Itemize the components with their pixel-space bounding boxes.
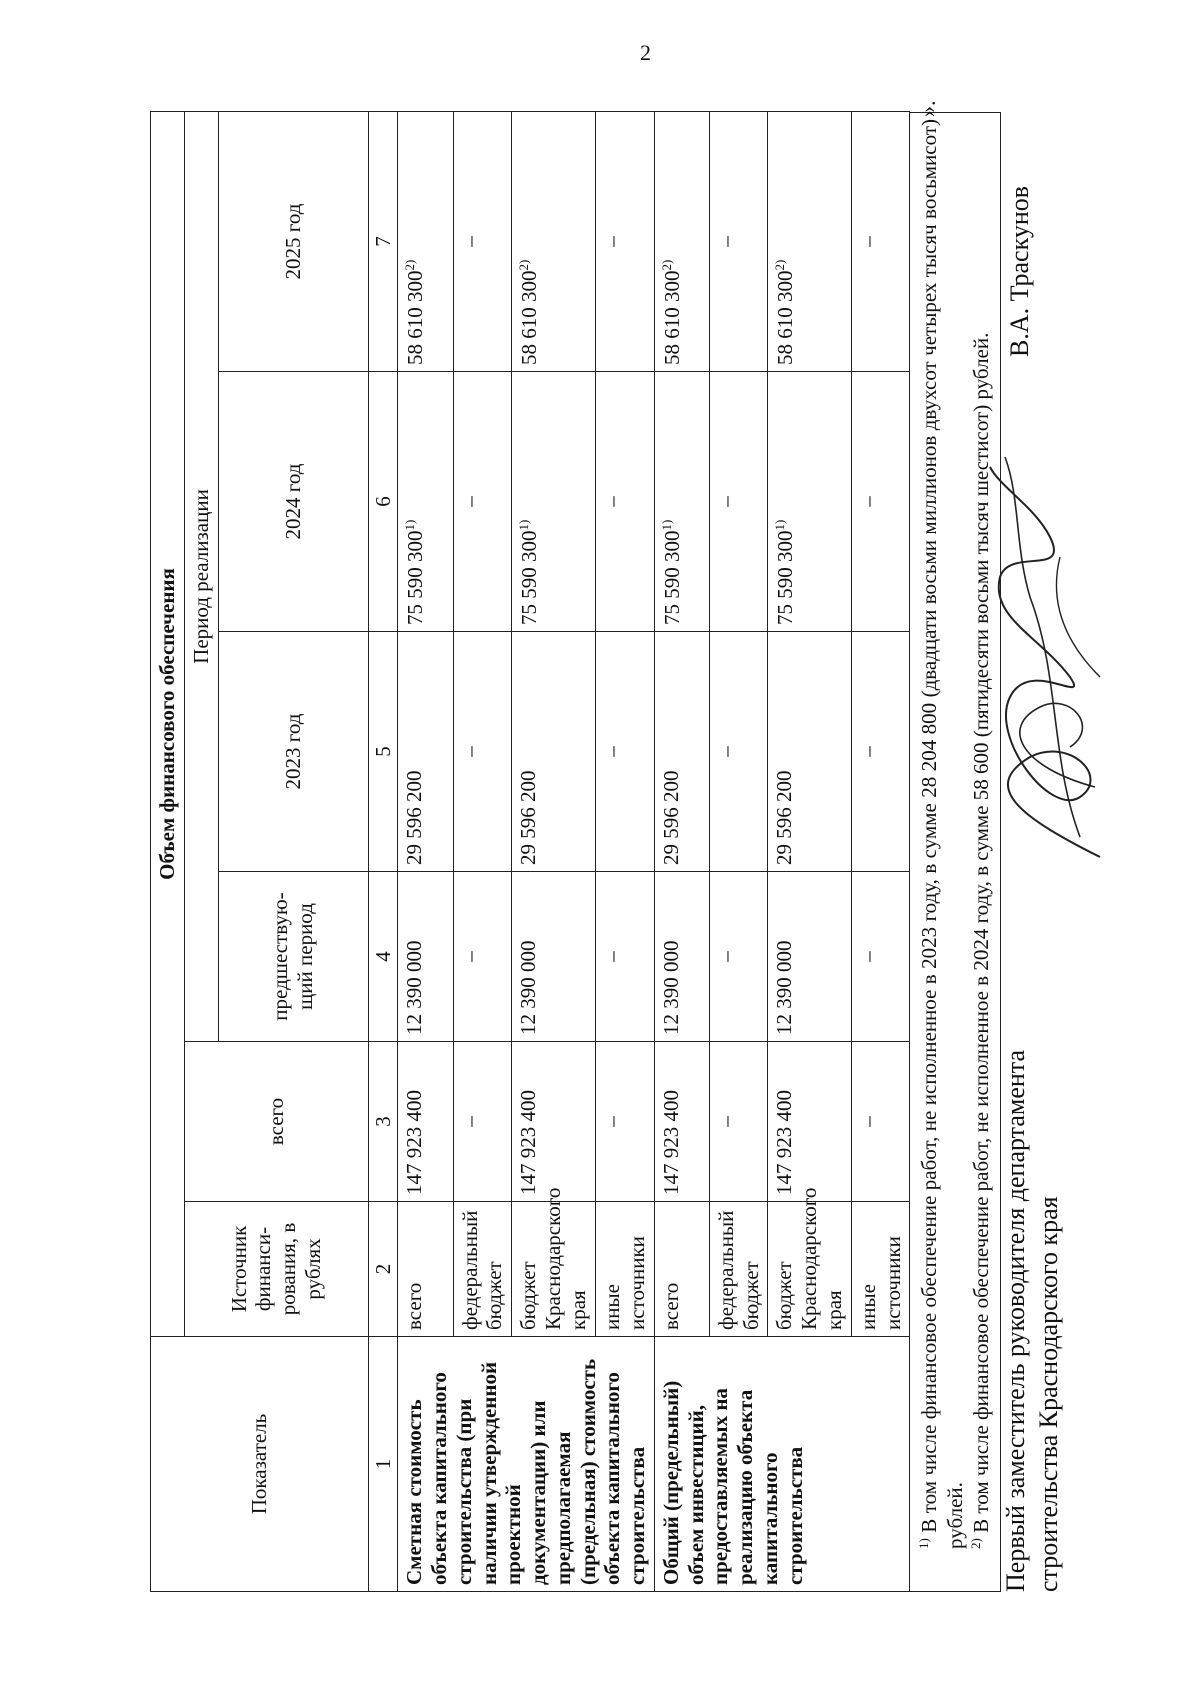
financing-table <box>150 111 910 1592</box>
page-number: 2 <box>640 40 651 65</box>
source-cell: федеральный бюджет <box>709 1202 768 1337</box>
year-2023-cell: – <box>453 632 512 872</box>
footnote-ref: 2) <box>658 259 674 271</box>
year-2023-cell: – <box>851 632 910 872</box>
header-2025: 2025 год <box>218 111 368 371</box>
year-2025-cell: 58 610 300$^{2)}$ <box>512 111 596 371</box>
column-numbers-row <box>368 111 398 1591</box>
footnote-ref: 2) <box>516 259 532 271</box>
year-2023-cell: 29 596 200 <box>654 632 709 872</box>
footnote-ref: 1) <box>402 519 418 531</box>
footnote-ref: 2) <box>772 259 788 271</box>
indicator-total-investment: Общий (предельный) объем инвестиций, предоставляемых на реализацию объекта капитального строительства <box>654 1337 909 1592</box>
total-cell: – <box>596 1042 655 1202</box>
table-row <box>654 111 709 1591</box>
year-2023-cell: – <box>596 632 655 872</box>
footnote-1: $^{1)}$ В том числе финансовое обеспечение работ, не исполненное в 2023 году, в сумме 28 204 800 (двадцати восьми миллионов двухсот четырех тысяч восьмисот) рублей. <box>916 119 967 1549</box>
year-2024-cell: – <box>851 372 910 632</box>
year-2023-cell: 29 596 200 <box>512 632 596 872</box>
previous-period-cell: 12 390 000 <box>768 872 851 1042</box>
year-2024-cell: 75 590 300$^{1)}$ <box>654 372 709 632</box>
source-cell: всего <box>654 1202 709 1337</box>
footnote-ref: 1) <box>658 519 674 531</box>
year-2025-cell: 58 610 300$^{2)}$ <box>654 111 709 371</box>
year-2025-cell: 58 610 300$^{2)}$ <box>398 111 453 371</box>
footnote-ref: 1) <box>772 519 788 531</box>
previous-period-cell: – <box>453 872 512 1042</box>
source-cell: бюджет Краснодарского края <box>768 1202 851 1337</box>
total-cell: – <box>453 1042 512 1202</box>
header-financing-volume: Объем финансового обеспечения <box>151 111 185 1336</box>
total-cell: – <box>709 1042 768 1202</box>
previous-period-cell: – <box>596 872 655 1042</box>
table-row <box>398 111 453 1591</box>
footnote-ref: 2) <box>402 259 418 271</box>
total-cell: 147 923 400 <box>768 1042 851 1202</box>
source-cell: всего <box>398 1202 453 1337</box>
header-previous-period: предшествую-щий период <box>218 872 368 1042</box>
total-cell: 147 923 400 <box>512 1042 596 1202</box>
year-2024-cell: – <box>453 372 512 632</box>
total-cell: – <box>851 1042 910 1202</box>
previous-period-cell: 12 390 000 <box>654 872 709 1042</box>
handwritten-signature <box>960 447 1120 877</box>
source-cell: федеральный бюджет <box>453 1202 512 1337</box>
signer-name: В.А. Траскунов <box>1005 185 1034 357</box>
year-2025-cell: 58 610 300$^{2)}$ <box>768 111 851 371</box>
year-2024-cell: – <box>709 372 768 632</box>
total-cell: 147 923 400 <box>654 1042 709 1202</box>
source-cell: бюджет Краснодарского края <box>512 1202 596 1337</box>
header-total: всего <box>184 1042 368 1202</box>
source-cell: иные источники <box>596 1202 655 1337</box>
year-2025-cell: – <box>851 111 910 371</box>
previous-period-cell: – <box>851 872 910 1042</box>
signer-title <box>1000 1050 1065 1592</box>
financing-table-wrapper <box>150 112 1001 1592</box>
header-2024: 2024 год <box>218 372 368 632</box>
column-number: 1 <box>368 1337 398 1592</box>
closing-quote: ». <box>915 100 940 117</box>
column-number: 5 <box>368 632 398 872</box>
header-source: Источник финанси-рования, в рублях <box>184 1202 368 1337</box>
column-number: 7 <box>368 111 398 371</box>
year-2023-cell: 29 596 200 <box>768 632 851 872</box>
column-number: 6 <box>368 372 398 632</box>
header-period: Период реализации <box>184 111 218 1041</box>
year-2025-cell: – <box>596 111 655 371</box>
year-2025-cell: – <box>453 111 512 371</box>
source-cell: иные источники <box>851 1202 910 1337</box>
column-number: 3 <box>368 1042 398 1202</box>
signer-title-line: строительства Краснодарского края <box>1033 1196 1063 1592</box>
header-2023: 2023 год <box>218 632 368 872</box>
signer-title-line: Первый заместитель руководителя департамента <box>1001 1049 1030 1592</box>
year-2023-cell: 29 596 200 <box>398 632 453 872</box>
total-cell: 147 923 400 <box>398 1042 453 1202</box>
previous-period-cell: 12 390 000 <box>512 872 596 1042</box>
column-number: 2 <box>368 1202 398 1337</box>
header-indicator: Показатель <box>151 1337 369 1592</box>
previous-period-cell: – <box>709 872 768 1042</box>
year-2023-cell: – <box>709 632 768 872</box>
column-number: 4 <box>368 872 398 1042</box>
year-2024-cell: 75 590 300$^{1)}$ <box>768 372 851 632</box>
footnote-2: $^{2)}$ В том числе финансовое обеспечение работ, не исполненное в 2024 году, в сумме 58 600 (пятидесяти восьми тысяч шестисот) рублей. <box>967 332 993 1549</box>
year-2024-cell: – <box>596 372 655 632</box>
footnote-ref: 1) <box>516 519 532 531</box>
year-2024-cell: 75 590 300$^{1)}$ <box>398 372 453 632</box>
year-2025-cell: – <box>709 111 768 371</box>
previous-period-cell: 12 390 000 <box>398 872 453 1042</box>
year-2024-cell: 75 590 300$^{1)}$ <box>512 372 596 632</box>
indicator-estimated-cost: Сметная стоимость объекта капитального строительства (при наличии утвержденной проектной документации) или предполагаемая (предельная) стоимость объекта капитального строительства <box>398 1337 655 1592</box>
